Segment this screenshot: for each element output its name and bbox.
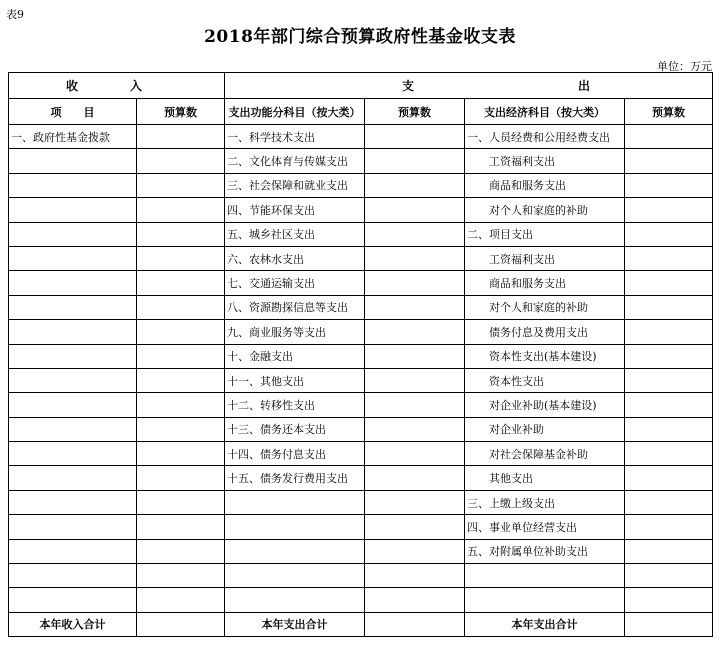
income-item-cell: [9, 198, 137, 222]
func-item-cell: 十五、债务发行费用支出: [225, 466, 365, 490]
func-item-cell: 七、交通运输支出: [225, 271, 365, 295]
func-budget-cell: [365, 417, 465, 441]
income-budget-cell: [137, 173, 225, 197]
func-budget-cell: [365, 271, 465, 295]
econ-budget-cell: [625, 490, 713, 514]
income-item-cell: [9, 368, 137, 392]
func-total-value: [365, 612, 465, 636]
econ-item-cell: 资本性支出(基本建设): [465, 344, 625, 368]
func-item-cell: 十、金融支出: [225, 344, 365, 368]
income-budget-cell: [137, 271, 225, 295]
econ-item-cell: 五、对附属单位补助支出: [465, 539, 625, 563]
econ-budget-cell: [625, 125, 713, 149]
econ-budget-cell: [625, 173, 713, 197]
func-budget-cell: [365, 368, 465, 392]
econ-budget-cell: [625, 149, 713, 173]
econ-item-cell: 对企业补助: [465, 417, 625, 441]
func-budget-cell: [365, 588, 465, 612]
income-budget-cell: [137, 393, 225, 417]
table-number: 表9: [6, 8, 24, 21]
econ-item-cell: [465, 588, 625, 612]
income-item-cell: [9, 564, 137, 588]
income-item-cell: [9, 246, 137, 270]
income-budget-cell: [137, 442, 225, 466]
econ-budget-cell: [625, 222, 713, 246]
table-row: [9, 246, 713, 270]
table-row: [9, 271, 713, 295]
income-item-cell: 一、政府性基金拨款: [9, 125, 137, 149]
income-header-label-a: 收: [66, 79, 79, 93]
income-budget-cell: [137, 417, 225, 441]
econ-budget-cell: [625, 368, 713, 392]
budget-table: [8, 72, 713, 637]
func-budget-cell: [365, 564, 465, 588]
income-total-label: 本年收入合计: [9, 612, 137, 636]
econ-item-cell: 工资福利支出: [465, 246, 625, 270]
econ-total-label: 本年支出合计: [465, 612, 625, 636]
expense-header: [225, 73, 713, 99]
income-budget-cell: [137, 490, 225, 514]
func-item-cell: 十一、其他支出: [225, 368, 365, 392]
func-item-cell: 六、农林水支出: [225, 246, 365, 270]
func-item-cell: 十二、转移性支出: [225, 393, 365, 417]
func-item-cell: 九、商业服务等支出: [225, 320, 365, 344]
table-row: [9, 344, 713, 368]
func-budget-cell: [365, 149, 465, 173]
econ-budget-cell: [625, 246, 713, 270]
expense-header-label-b: 出: [578, 79, 591, 93]
income-budget-cell: [137, 515, 225, 539]
table-row: [9, 588, 713, 612]
func-item-cell: [225, 515, 365, 539]
income-item-cell: [9, 295, 137, 319]
func-item-cell: 四、节能环保支出: [225, 198, 365, 222]
table-row: [9, 466, 713, 490]
income-item-cell: [9, 393, 137, 417]
table-row: [9, 564, 713, 588]
func-budget-cell: [365, 246, 465, 270]
income-item-cell: [9, 442, 137, 466]
table-row: [9, 125, 713, 149]
table-row: [9, 198, 713, 222]
header-row-2: [9, 99, 713, 125]
income-budget-cell: [137, 588, 225, 612]
econ-item-cell: 商品和服务支出: [465, 271, 625, 295]
econ-item-cell: 一、人员经费和公用经费支出: [465, 125, 625, 149]
econ-budget-cell: [625, 466, 713, 490]
income-budget-cell: [137, 368, 225, 392]
unit-label: 单位：万元: [657, 60, 712, 73]
income-item-cell: [9, 515, 137, 539]
econ-item-cell: 债务付息及费用支出: [465, 320, 625, 344]
income-budget-cell: [137, 564, 225, 588]
func-item-cell: 三、社会保障和就业支出: [225, 173, 365, 197]
econ-item-cell: 资本性支出: [465, 368, 625, 392]
page-title: 2018年部门综合预算政府性基金收支表: [204, 27, 516, 47]
func-item-cell: [225, 490, 365, 514]
income-header: [9, 73, 225, 99]
econ-item-cell: 商品和服务支出: [465, 173, 625, 197]
econ-budget-cell: [625, 295, 713, 319]
func-budget-cell: [365, 344, 465, 368]
econ-budget-cell: [625, 564, 713, 588]
econ-item-cell: 对社会保障基金补助: [465, 442, 625, 466]
func-budget-cell: [365, 442, 465, 466]
table-row: [9, 490, 713, 514]
table-row: [9, 222, 713, 246]
func-budget-cell: [365, 295, 465, 319]
econ-budget-cell: [625, 539, 713, 563]
func-item-cell: 二、文化体育与传媒支出: [225, 149, 365, 173]
income-budget-cell: [137, 295, 225, 319]
income-item-cell: [9, 222, 137, 246]
col-header-func-class: 支出功能分科目（按大类）: [225, 99, 365, 125]
func-budget-cell: [365, 125, 465, 149]
econ-budget-cell: [625, 320, 713, 344]
econ-item-cell: 三、上缴上级支出: [465, 490, 625, 514]
econ-item-cell: 对个人和家庭的补助: [465, 295, 625, 319]
econ-budget-cell: [625, 393, 713, 417]
table-row: [9, 539, 713, 563]
income-item-cell: [9, 320, 137, 344]
table-row: [9, 515, 713, 539]
econ-budget-cell: [625, 198, 713, 222]
econ-budget-cell: [625, 271, 713, 295]
econ-item-cell: 对个人和家庭的补助: [465, 198, 625, 222]
econ-total-value: [625, 612, 713, 636]
func-budget-cell: [365, 198, 465, 222]
totals-row: [9, 612, 713, 636]
col-header-budget-2: 预算数: [365, 99, 465, 125]
func-item-cell: [225, 588, 365, 612]
income-item-cell: [9, 344, 137, 368]
col-header-econ-class: 支出经济科目（按大类）: [465, 99, 625, 125]
income-budget-cell: [137, 466, 225, 490]
table-row: [9, 173, 713, 197]
table-row: [9, 295, 713, 319]
econ-budget-cell: [625, 442, 713, 466]
econ-budget-cell: [625, 417, 713, 441]
income-budget-cell: [137, 344, 225, 368]
income-total-value: [137, 612, 225, 636]
income-item-cell: [9, 539, 137, 563]
table-row: [9, 320, 713, 344]
col-header-budget-1: 预算数: [137, 99, 225, 125]
income-item-cell: [9, 173, 137, 197]
income-budget-cell: [137, 198, 225, 222]
func-item-cell: 十三、债务还本支出: [225, 417, 365, 441]
header-row-1: [9, 73, 713, 99]
func-budget-cell: [365, 515, 465, 539]
func-budget-cell: [365, 539, 465, 563]
func-item-cell: [225, 564, 365, 588]
econ-item-cell: 工资福利支出: [465, 149, 625, 173]
income-item-cell: [9, 271, 137, 295]
income-header-label-b: 入: [129, 79, 142, 93]
income-budget-cell: [137, 320, 225, 344]
income-item-cell: [9, 490, 137, 514]
expense-header-label-a: 支: [402, 79, 415, 93]
func-item-cell: 一、科学技术支出: [225, 125, 365, 149]
col-header-item: 项 目: [9, 99, 137, 125]
income-item-cell: [9, 466, 137, 490]
econ-item-cell: 二、项目支出: [465, 222, 625, 246]
func-item-cell: [225, 539, 365, 563]
table-row: [9, 149, 713, 173]
econ-budget-cell: [625, 515, 713, 539]
income-budget-cell: [137, 125, 225, 149]
econ-item-cell: 对企业补助(基本建设): [465, 393, 625, 417]
econ-budget-cell: [625, 344, 713, 368]
econ-budget-cell: [625, 588, 713, 612]
func-budget-cell: [365, 222, 465, 246]
col-header-budget-3: 预算数: [625, 99, 713, 125]
income-budget-cell: [137, 539, 225, 563]
func-item-cell: 八、资源勘探信息等支出: [225, 295, 365, 319]
func-budget-cell: [365, 320, 465, 344]
func-budget-cell: [365, 490, 465, 514]
income-budget-cell: [137, 222, 225, 246]
func-budget-cell: [365, 393, 465, 417]
table-row: [9, 393, 713, 417]
income-budget-cell: [137, 246, 225, 270]
func-item-cell: 五、城乡社区支出: [225, 222, 365, 246]
econ-item-cell: 其他支出: [465, 466, 625, 490]
econ-item-cell: [465, 564, 625, 588]
econ-item-cell: 四、事业单位经营支出: [465, 515, 625, 539]
income-item-cell: [9, 417, 137, 441]
table-row: [9, 442, 713, 466]
table-row: [9, 368, 713, 392]
func-budget-cell: [365, 466, 465, 490]
func-total-label: 本年支出合计: [225, 612, 365, 636]
income-item-cell: [9, 149, 137, 173]
table-body: [9, 73, 713, 637]
income-budget-cell: [137, 149, 225, 173]
income-item-cell: [9, 588, 137, 612]
func-item-cell: 十四、债务付息支出: [225, 442, 365, 466]
table-row: [9, 417, 713, 441]
func-budget-cell: [365, 173, 465, 197]
